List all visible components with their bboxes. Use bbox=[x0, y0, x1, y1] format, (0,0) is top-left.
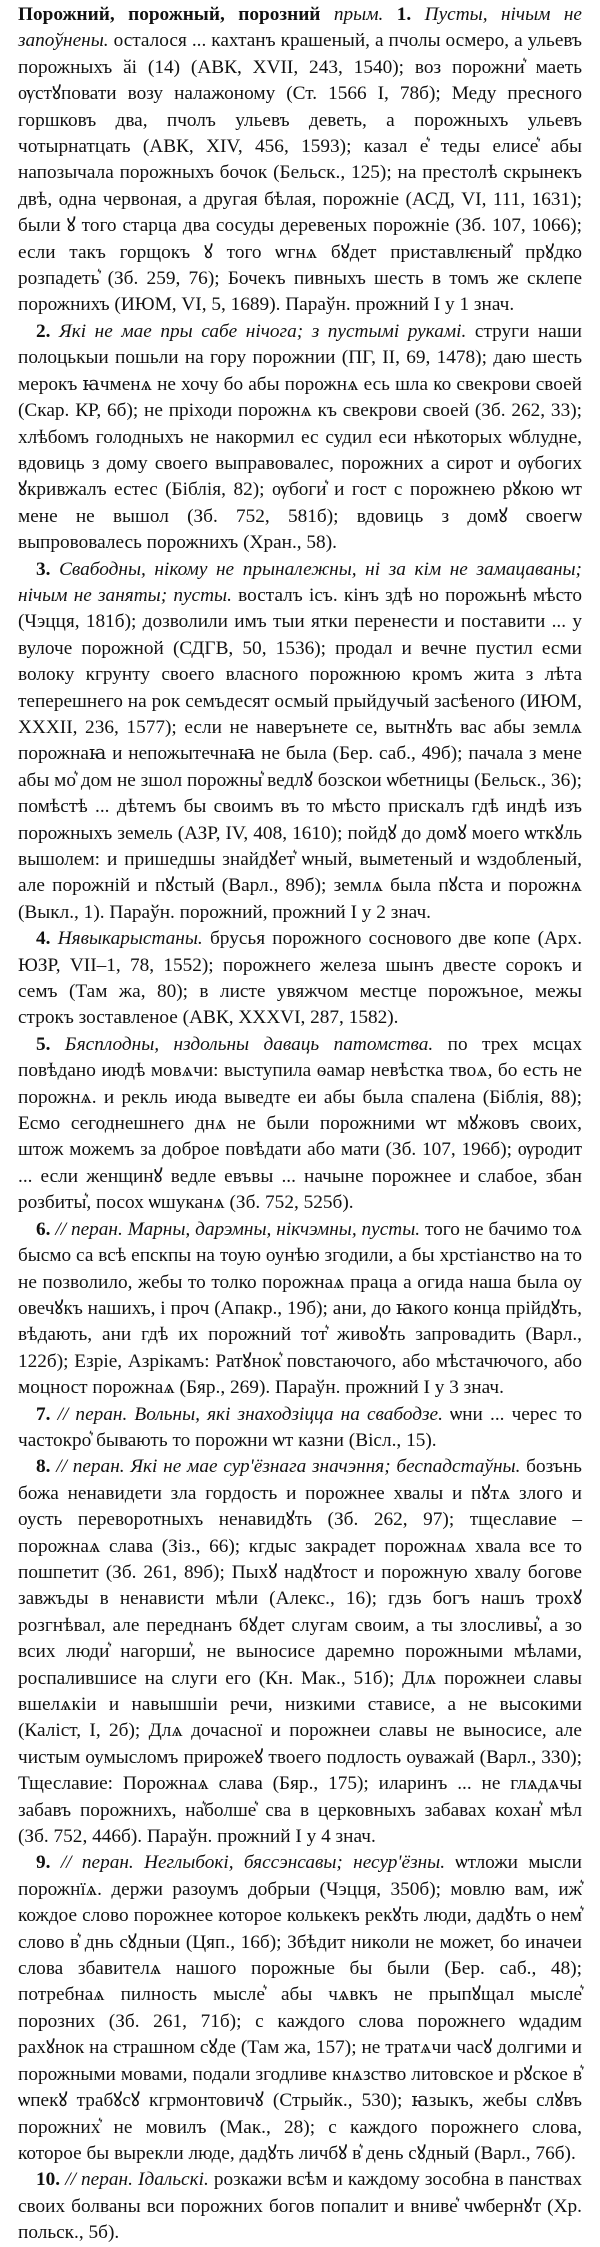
sense-definition: Нявыкарыстаны. bbox=[57, 928, 203, 950]
entry-sense-6 bbox=[18, 1217, 582, 1402]
sense-citations: брусья порожного соснового две копе (Арх. ЮЗР, VII–1, 78, 1552); порожнего железа шынъ двесте сорокъ и семъ (Там жа, 80); в листе увяжчом местце порожъное, межы строкъ зоставленое (АВК, XXXVI, 287, 1582). bbox=[18, 928, 583, 1029]
sense-number: 8. bbox=[36, 1456, 51, 1478]
entry-sense-5 bbox=[18, 1032, 582, 1217]
sense-number: 2. bbox=[36, 320, 51, 342]
sense-number: 3. bbox=[36, 558, 51, 580]
sense-citations: того не бачимо тоѧ бысмо са всѣ епскпы на тоую оунѣю згодили, а бы хрстіанство на то не позволило, жебы то толко порожнаѧ праца а огида наша была оу овечꙋкъ нашихъ, і проч (Апакр., 19б); ани, до ꙗкого конца прійдꙋть, вѣдають, ани гдѣ их порожний тот͛ живоꙋть запровадить (Варл., 122б); Езріе, Азрікамъ: Ратꙋнок͛ повстаючого, або мѣстачючого, або моцност порожнаѧ (Бяр., 269). Параўн. прожний І у 3 знач. bbox=[18, 1218, 583, 1399]
sense-definition: // перан. Ідальскі. bbox=[65, 2169, 209, 2191]
sense-citations: струги наши полоцькыи пошьли на гору порожнии (ПГ, ІІ, 69, 1478); даю шесть мерокъ ꙗчменѧ не хочу бо абы порожнѧ есь шла ко свекрови своей (Скар. КР, 6б); не пріходи порожнѧ къ свекрови своей (Зб. 262, 33); хлѣбомъ голодныхъ не накормил ес судил еси нѣкоторых ѡблудне, вдовиць з дому своего выправовалес, порожних а сирот и ѹбогих ꙋкривжалъ естес (Біблія, 82); ѹбоги͛ и гост с порожнею рꙋкою ѡт мене не вышол (Зб. 752, 581б); вдовиць з домꙋ своегѡ выпрововалесь порожнихъ (Хран., 58). bbox=[18, 320, 582, 554]
entry-sense-3 bbox=[18, 557, 582, 927]
entry-sense-2 bbox=[18, 319, 582, 557]
entry-sense-7 bbox=[18, 1402, 582, 1455]
sense-citations: восталъ ісъ. кінъ здѣ но порожьнѣ мѣсто (Чэцця, 181б); дозволили имъ тыи ятки перенести и поставити ... у вулоче порожной (СДГВ, 50, 1536); продал и вечне пустил есми волоку кгрунту своего власного порожнюю кромъ жита з лѣта теперешнего на рок семъдесят осмый прыйдучый засѣеного (ИЮМ, XXXII, 236, 1577); если не наверънете се, вытнꙋть вас абы землѧ порожнаꙗ и непожытечнаꙗ не была (Бер. саб., 49б); пачала з мене абы мо͛ дом не зшол порожны͛ ведлꙋ бозскои ѡбетницы (Бельск., 36); помѣстѣ ... дѣтемъ бы своимъ въ то мѣсто прискалъ гдѣ индѣ изъ порожныхъ земель (АЗР, IV, 408, 1610); пойдꙋ до домꙋ моего ѡткꙋль вышолем: и пришедшы знайдꙋет͛ ѡный, выметеный и ѡздобленый, але порожній и пꙋстый (Варл., 89б); землѧ была пꙋста и порожнѧ (Выкл., 1). Параўн. порожний, прожний І у 2 знач. bbox=[18, 584, 582, 923]
sense-definition: Які не мае пры сабе нічога; з пустымі рукамі. bbox=[59, 320, 467, 342]
entry-sense-10 bbox=[18, 2167, 582, 2246]
grammar-label: прым. bbox=[333, 4, 384, 25]
sense-number: 7. bbox=[36, 1403, 51, 1425]
sense-definition: // перан. Які не мае сур'ёзнага значэння; беспадстаўны. bbox=[56, 1456, 521, 1478]
entry-sense-1 bbox=[18, 2, 582, 319]
sense-definition: // перан. Марны, дарэмны, нікчэмны, пусты. bbox=[55, 1218, 421, 1240]
sense-number: 4. bbox=[36, 928, 51, 950]
entry-sense-4 bbox=[18, 926, 582, 1032]
sense-citations: по трех мсцах повѣдано июдѣ мовѧчи: выступила ѳамар невѣстка твоѧ, бо есть не порожнѧ. и рекль июда выведте еи абы была спалена (Біблія, 88); Есмо сегоднешнего днѧ не были порожними ѡт мꙋжовъ своих, штож можемъ за доброе повѣдати або мати (Зб. 107, 196б); ѹродит ... если женщинꙋ ведле евъвы ... начыне порожнее и слабое, збан розбиты͛, посох ѡшуканѧ (Зб. 752, 525б). bbox=[18, 1033, 583, 1214]
sense-definition: Бясплодны, нздольны даваць патомства. bbox=[64, 1033, 434, 1055]
sense-citations: бозънь божа ненавидети зла гордость и порожнее хвалы и пꙋтѧ злого и оусть переворотныхъ ненавидꙋть (Зб. 262, 97); тщеславие – порожнаѧ слава (Зіз., 66); кгдыс закрадет порожнаѧ хвала все то пошпетит (Зб. 261, 89б); Пыхꙋ надꙋтост и порожную хвалу богове завжъды в ненависти мѣли (Алекс., 16); гдзь богъ нашъ трохꙋ розгнѣвал, але переднанъ бꙋдет слугам своим, а ты злосливы͛, а зо всих люди͛ нагорши͛, не выносисе даремно порожными мѣлами, роспалившисе на слуги его (Кн. Мак., 51б); Длѧ порожнеи славы вшелѧкіи и навышшіи речи, низкими стависе, а не высокими (Каліст, I, 2б); Длѧ дочасної и порожнеи славы не выносисе, але чистым оумысломъ прирожеꙋ твоего подлость оуважай (Варл., 330); Тщеславие: Порожнаѧ слава (Бяр., 175); иларинъ ... не глѧдѧчы забавъ порожнихъ, на͛болше͛ сва в церковныхъ забавах кохан͛ мѣл (Зб. 752, 446б). Параўн. прожний І у 4 знач. bbox=[18, 1456, 582, 1848]
sense-number: 5. bbox=[36, 1033, 51, 1055]
sense-number: 1. bbox=[396, 4, 412, 25]
sense-number: 10. bbox=[36, 2169, 61, 2191]
sense-definition: // перан. Вольны, які знаходзіцца на свабодзе. bbox=[57, 1403, 443, 1425]
entry-sense-9 bbox=[18, 1850, 582, 2167]
sense-definition: // перан. Неглыбокі, бяссэнсавы; несур'ёзны. bbox=[60, 1852, 446, 1874]
sense-citations: осталося ... кахтанъ крашеный, а пчолы осмеро, а ульевъ порожныхъ ӑі (14) (АВК, XVII, 243, 1540); воз порожни͛ маеть ѹстꙋповати возу налажоному (Ст. 1566 І, 78б); Меду пресного горшковъ два, пчолъ ульевъ деветь, а порожныхъ ульевъ чотырнатцать (АВК, XIV, 456, 1593); казал е͛ теды елисе͛ абы напозычала порожныхъ бочок (Бельск., 125); на престолѣ скрынекъ двѣ, одна червоная, а другая бѣлая, порожніе (АСД, VI, 111, 1631); были ꙋ того старца два сосуды деревеных порожніе (Зб. 107, 1066); если такъ горщокъ ꙋ того ѡгнѧ бꙋдет приставлѥный͛ прꙋдко розпадеть͛ (Зб. 259, 76); Бочекъ пивныхъ шесть в томъ же склепе порожнихъ (ИЮМ, VI, 5, 1689). Параўн. прожний І у 1 знач. bbox=[18, 30, 582, 316]
sense-citations: ѡни ... черес то частокро͛ бывають то порожни ѡт казни (Вісл., 15). bbox=[18, 1403, 583, 1451]
sense-citations: розкажи всѣм и каждому зособна в панствах своих болваны вси порожних богов попалит и вниве͛ чѡбернꙋт (Хр. польск., 5б). bbox=[18, 2169, 582, 2244]
sense-definition: Пусты, нічым не запоўнены. bbox=[18, 4, 582, 52]
sense-number: 6. bbox=[36, 1218, 51, 1240]
sense-definition: Свабодны, нікому не прыналежны, ні за кім не замацаваны; нічым не заняты; пусты. bbox=[18, 558, 582, 606]
sense-citations: ѡтложи мысли порожнїѧ. держи разоумъ добрыи (Чэцця, 350б); мовлю вам, иж͛ кождое слово порожнее которое колькекъ рекꙋть люди, дадꙋть о нем͛ слово в͛ днь сꙋдныи (Цяп., 16б); Збѣдит николи не может, бо иначеи слова збавителѧ нашого порожные бы были (Бер. саб., 48); потребнаѧ пилность мысле͛ абы чѧвкъ не прыпꙋщал мысле͛ порозних (Зб. 261, 71б); с каждого слова порожнего ѡдадим рахꙋнок на страшном сꙋде (Там жа, 157); не тратѧчи часꙋ долгими и порожными мовами, подали згодливе кнѧзство литовское и рꙋское в͛ ѡпекꙋ трабꙋсꙋ кгрмонтовичꙋ (Стрыйк., 530); ꙗзыкъ, жебы слꙋвъ порожних͛ не мовилъ (Мак., 28); с каждого порожнего слова, которое бы вырекли люде, дадꙋть личбꙋ в͛ день сꙋдный (Варл., 76б). bbox=[18, 1852, 582, 2164]
entry-headword: Порожний, порожный, порозний bbox=[18, 4, 321, 25]
entry-sense-8 bbox=[18, 1454, 582, 1850]
sense-number: 9. bbox=[36, 1852, 51, 1874]
